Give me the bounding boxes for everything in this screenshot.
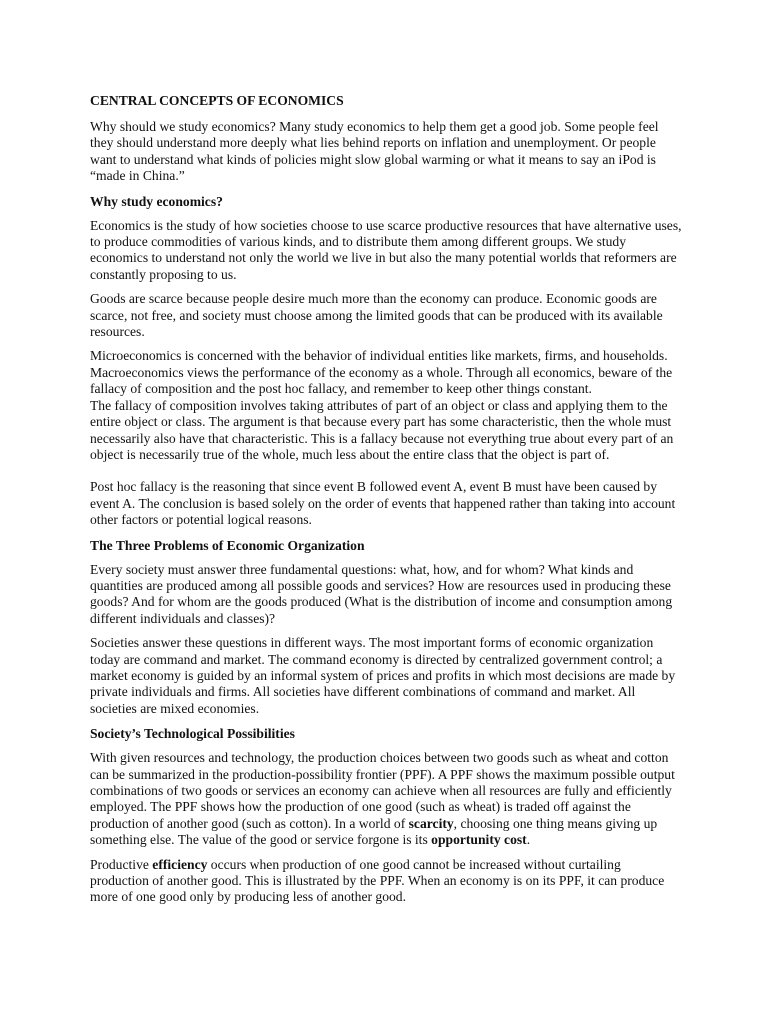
efficiency-text-a: Productive xyxy=(90,856,153,872)
heading-tech-possibilities: Society’s Technological Possibilities xyxy=(90,726,295,742)
paragraph-fundamental-questions: Every society must answer three fundamental questions: what, how, and for whom? What kinds and quantities are produced among all possible goods and services? How are resources used in producing these goods? And for whom are the goods produced (What is the distribution of income and consumption among different individuals and classes)? xyxy=(90,561,673,626)
paragraph-economics-definition: Economics is the study of how societies choose to use scarce productive resources that have alternative uses, to produce commodities of various kinds, and to distribute them among different groups. We study economics to understand not only the world we live in but also the many potential worlds that reformers are constantly proposing to us. xyxy=(90,217,682,282)
paragraph-post-hoc-fallacy: Post hoc fallacy is the reasoning that since event B followed event A, event B must have been caused by event A. The conclusion is based solely on the order of events that happened rather than taking into account other factors or potential logical reasons. xyxy=(90,479,676,528)
term-efficiency: efficiency xyxy=(152,856,208,872)
ppf-text-c: , choosing one thing means giving up something else. The value of the good or service forgone is its xyxy=(90,815,658,848)
paragraph-ppf xyxy=(90,750,682,848)
paragraph-fallacy-of-composition: The fallacy of composition involves taking attributes of part of an object or class and applying them to the entire object or class. The argument is that because every part has some characteristic, then the whole must necessarily also have that characteristic. This is a fallacy because not everything true about every part of an object is necessarily true of the whole, much less about the entire class that the object is part of. xyxy=(90,397,674,462)
document-page xyxy=(90,92,682,914)
term-scarcity: scarcity xyxy=(408,815,454,831)
term-opportunity-cost: opportunity cost xyxy=(431,832,527,848)
paragraph-efficiency xyxy=(90,857,682,906)
paragraph-micro-macro: Microeconomics is concerned with the behavior of individual entities like markets, firms, and households. Macroeconomics views the performance of the economy as a whole. Through all economics, beware of the fallacy of composition and the post hoc fallacy, and remember to keep other things constant. xyxy=(90,348,673,397)
document-title: CENTRAL CONCEPTS OF ECONOMICS xyxy=(90,93,344,108)
heading-three-problems: The Three Problems of Economic Organization xyxy=(90,537,365,553)
efficiency-text-c: occurs when production of one good cannot be increased without curtailing production of another good. This is illustrated by the PPF. When an economy is on its PPF, it can produce more of one good only by producing less of another good. xyxy=(90,856,665,905)
ppf-text-e: . xyxy=(526,832,531,848)
intro-paragraph: Why should we study economics? Many study economics to help them get a good job. Some people feel they should understand more deeply what lies behind reports on inflation and unemployment. Or people want to understand what kinds of policies might slow global warming or what it means to say an iPod is “made in China.” xyxy=(90,119,659,184)
paragraph-scarcity: Goods are scarce because people desire much more than the economy can produce. Economic goods are scarce, not free, and society must choose among the limited goods that can be produced with its available resources. xyxy=(90,291,663,340)
heading-why-study: Why study economics? xyxy=(90,193,223,209)
ppf-text-a: With given resources and technology, the production choices between two goods such as wheat and cotton can be summarized in the production-possibility frontier (PPF). A PPF shows the maximum possible output combinations of two goods or services an economy can achieve when all resources are fully and efficiently employed. The PPF shows how the production of one good (such as wheat) is traded off against the production of another good (such as cotton). In a world of xyxy=(90,750,675,831)
paragraph-economic-organization: Societies answer these questions in different ways. The most important forms of economic organization today are command and market. The command economy is directed by centralized government control; a market economy is guided by an informal system of prices and profits in which most decisions are made by private individuals and firms. All societies have different combinations of command and market. All societies are mixed economies. xyxy=(90,635,676,716)
